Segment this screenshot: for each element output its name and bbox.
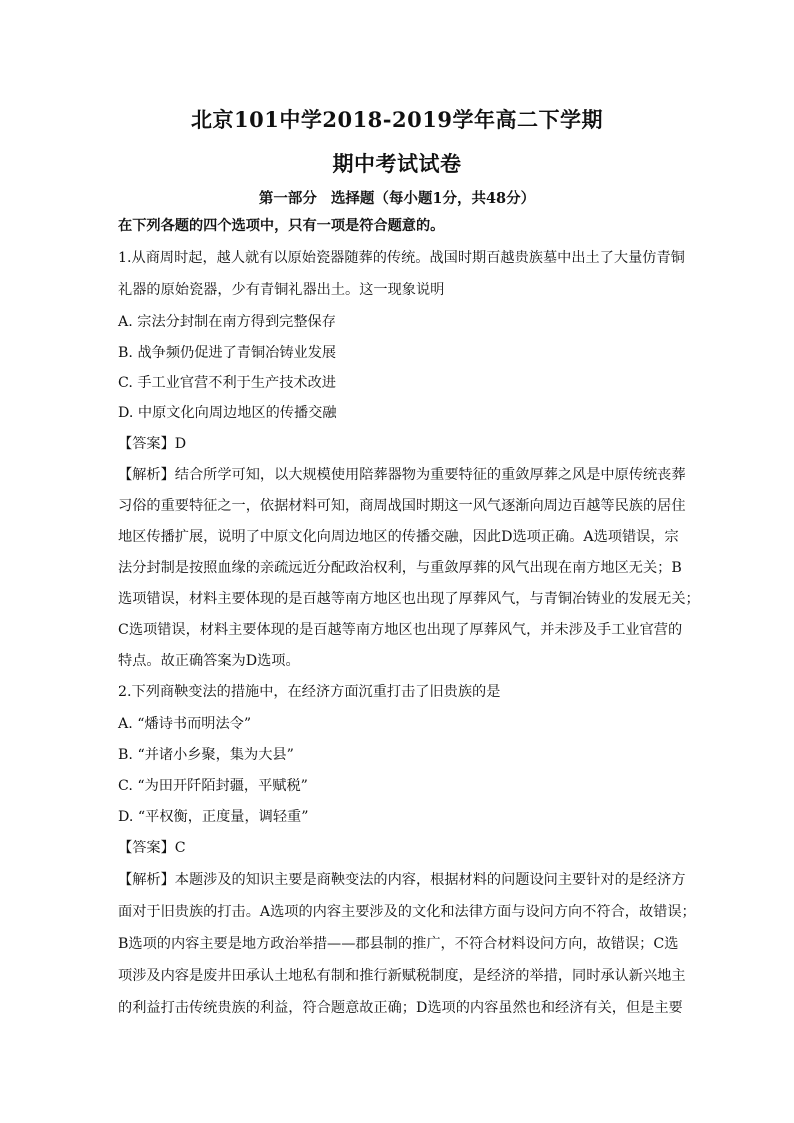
analysis-line: 【解析】本题涉及的知识主要是商鞅变法的内容，根据材料的问题设问主要针对的是经济方 [118,872,686,888]
instructions: 在下列各题的四个选项中，只有一项是符合题意的。 [118,218,445,234]
analysis-line: 【解析】结合所学可知，以大规模使用陪葬器物为重要特征的重敛厚葬之风是中原传统丧葬 [118,467,686,483]
analysis-line: 的利益打击传统贵族的利益，符合题意故正确；D选项的内容虽然也和经济有关，但是主要 [118,1000,683,1016]
question-stem-line: 礼器的原始瓷器，少有青铜礼器出土。这一现象说明 [118,282,445,298]
option: D. “平权衡，正度量，调轻重” [118,809,309,825]
question-stem-line: 1.从商周时起，越人就有以原始瓷器随葬的传统。战国时期百越贵族墓中出土了大量仿青铜 [118,250,685,266]
analysis-line: 选项错误，材料主要体现的是百越等南方地区也出现了厚葬风气，与青铜冶铸业的发展无关； [118,591,700,607]
option: B. “并诸小乡聚，集为大县” [118,747,294,763]
analysis-line: C选项错误，材料主要体现的是百越等南方地区也出现了厚葬风气，并未涉及手工业官营的 [118,622,683,638]
section-description: 选择题（每小题1分，共48分） [330,190,536,207]
option: A. “燔诗书而明法令” [118,716,252,732]
analysis-line: 面对于旧贵族的打击。A选项的内容主要涉及的文化和法律方面与设问方向不符合，故错误； [118,904,696,920]
analysis-line: 项涉及内容是废井田承认土地私有制和推行新赋税制度，是经济的举措，同时承认新兴地主 [118,968,686,984]
option: A. 宗法分封制在南方得到完整保存 [118,314,336,330]
answer: 【答案】D [118,436,187,452]
analysis-line: 特点。故正确答案为D选项。 [118,653,300,669]
answer: 【答案】C [118,840,186,856]
option: D. 中原文化向周边地区的传播交融 [118,405,337,421]
exam-title: 北京101中学2018-2019学年高二下学期 [191,107,603,132]
option: C. “为田开阡陌封疆，平赋税” [118,778,308,794]
option: C. 手工业官营不利于生产技术改进 [118,375,336,391]
exam-subtitle: 期中考试试卷 [332,151,462,176]
analysis-line: 地区传播扩展，说明了中原文化向周边地区的传播交融，因此D选项正确。A选项错误，宗 [118,529,679,545]
section-part: 第一部分 [258,190,317,207]
option: B. 战争频仍促进了青铜冶铸业发展 [118,345,337,361]
analysis-line: 习俗的重要特征之一，依据材料可知，商周战国时期这一风气逐渐向周边百越等民族的居住 [118,498,686,514]
analysis-line: B选项的内容主要是地方政治举措——郡县制的推广，不符合材料设问方向，故错误；C选 [118,936,679,952]
section-heading [0,187,794,208]
question-stem-line: 2.下列商鞅变法的措施中，在经济方面沉重打击了旧贵族的是 [118,684,501,700]
analysis-line: 法分封制是按照血缘的亲疏远近分配政治权利，与重敛厚葬的风气出现在南方地区无关；B [118,560,682,576]
